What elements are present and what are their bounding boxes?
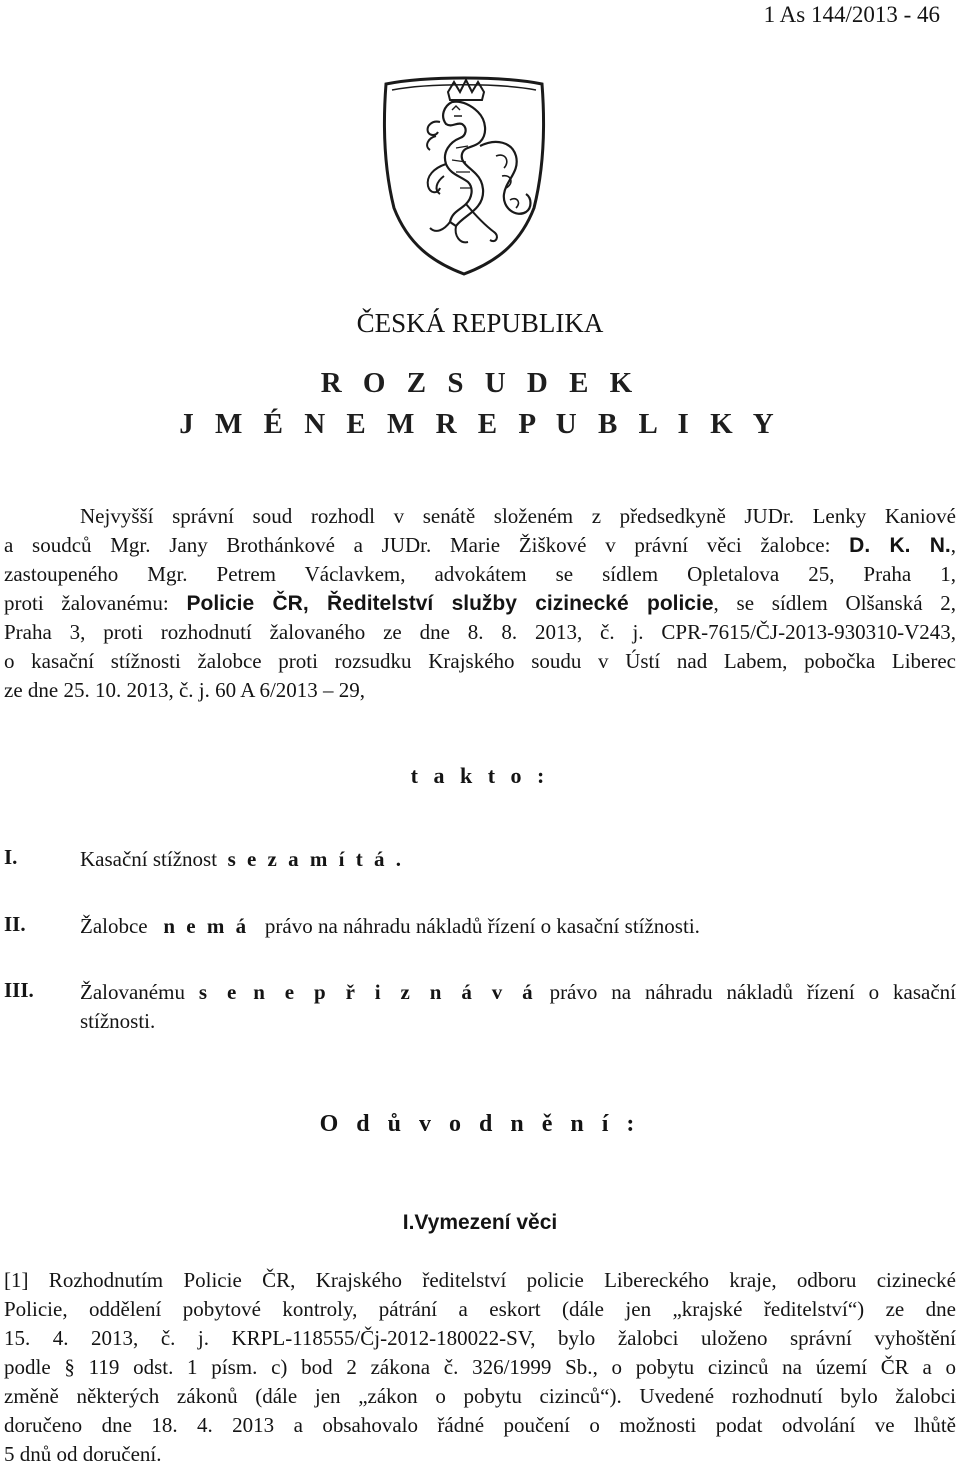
verdict-item [80,978,956,1036]
intro-line: Praha 3, proti rozhodnutí žalovaného ze dne 8. 8. 2013, č. j. CPR-7615/ČJ-2013-930310-V243, [4,620,956,644]
verdict-text: Žalobce [80,914,148,938]
law-reference-link[interactable]: zákona č. 326/1999 Sb. [370,1355,593,1379]
intro-text: proti žalovanému: [4,591,169,615]
body-line [4,1353,956,1382]
case-number: 1 As 144/2013 - 46 [763,2,940,27]
section-title: I.Vymezení věci [402,1211,558,1234]
intro-line: ze dne 25. 10. 2013, č. j. 60 A 6/2013 – 29, [4,678,366,702]
coat-of-arms-icon [356,76,572,276]
body-paragraph [4,1266,956,1469]
intro-line: zastoupeného Mgr. Petrem Václavkem, advokátem se sídlem Opletalova 25, Praha 1, [4,562,956,586]
country-name: ČESKÁ REPUBLIKA [356,308,604,338]
plaintiff-name: D. K. N. [849,534,951,557]
verdict-item [80,912,956,941]
body-text: podle [4,1355,51,1379]
verdict-line [80,978,956,1007]
reasoning-heading: O d ů v o d n ě n í : [319,1111,641,1137]
verdict-emphasis: s e z a m í t á . [227,847,404,871]
body-line: doručeno dne 18. 4. 2013 a obsahovalo řádné poučení o možnosti podat odvolání ve lhůtě [4,1413,956,1437]
verdict-text: právo na náhradu nákladů řízení o kasační [549,980,956,1004]
document-title: R O Z S U D E K [320,367,640,399]
defendant-name: Policie ČR, Ředitelství služby cizinecké policie [186,592,714,615]
verdict-text: Žalovanému [80,980,185,1004]
body-line: 5 dnů od doručení. [4,1442,162,1466]
verdict-emphasis: s e [198,980,240,1004]
body-line: 15. 4. 2013, č. j. KRPL-118555/Čj-2012-180022-SV, bylo žalobci uloženo správní vyhoštění [4,1326,956,1350]
body-text: , o pobytu cizinců na území ČR a o [592,1355,957,1379]
intro-text: , [950,533,957,557]
verdict-emphasis: n e p ř i z n á v á [253,980,536,1004]
body-line: změně některých zákonů (dále jen „zákon o pobytu cizinců“). Uvedené rozhodnutí bylo žalobci [4,1384,956,1408]
section-symbol: § [64,1355,75,1379]
intro-text: , se sídlem Olšanská 2, [713,591,957,615]
verdict-number: II. [4,912,26,936]
verdict-emphasis: n e m á [163,914,250,938]
intro-line: Nejvyšší správní soud rozhodl v senátě složeném z předsedkyně JUDr. Lenky Kaniové [80,504,956,528]
intro-line [4,531,956,560]
verdict-number: I. [4,845,18,869]
body-line: Policie, oddělení pobytové kontroly, pátrání a eskort (dále jen „krajské ředitelství“) ze dne [4,1297,956,1321]
verdict-item [80,845,956,874]
body-text: 119 odst. 1 písm. c) bod 2 [88,1355,357,1379]
intro-line: o kasační stížnosti žalobce proti rozsudku Krajského soudu v Ústí nad Labem, pobočka Liberec [4,649,956,673]
verdict-text: právo na náhradu nákladů řízení o kasační stížnosti. [264,914,700,938]
document-subtitle: J M É N E M R E P U B L I K Y [179,408,781,440]
intro-text: a soudců Mgr. Jany Brothánkové a JUDr. Marie Žiškové v právní věci žalobce: [4,533,831,557]
verdict-line: stížnosti. [80,1009,156,1033]
intro-paragraph [4,502,956,705]
intro-line [4,589,956,618]
body-line: [1] Rozhodnutím Policie ČR, Krajského ředitelství policie Libereckého kraje, odboru cizinecké [4,1268,956,1292]
verdict-label: t a k t o : [410,763,550,788]
verdict-text: Kasační stížnost [80,847,218,871]
verdict-number: III. [4,978,34,1002]
